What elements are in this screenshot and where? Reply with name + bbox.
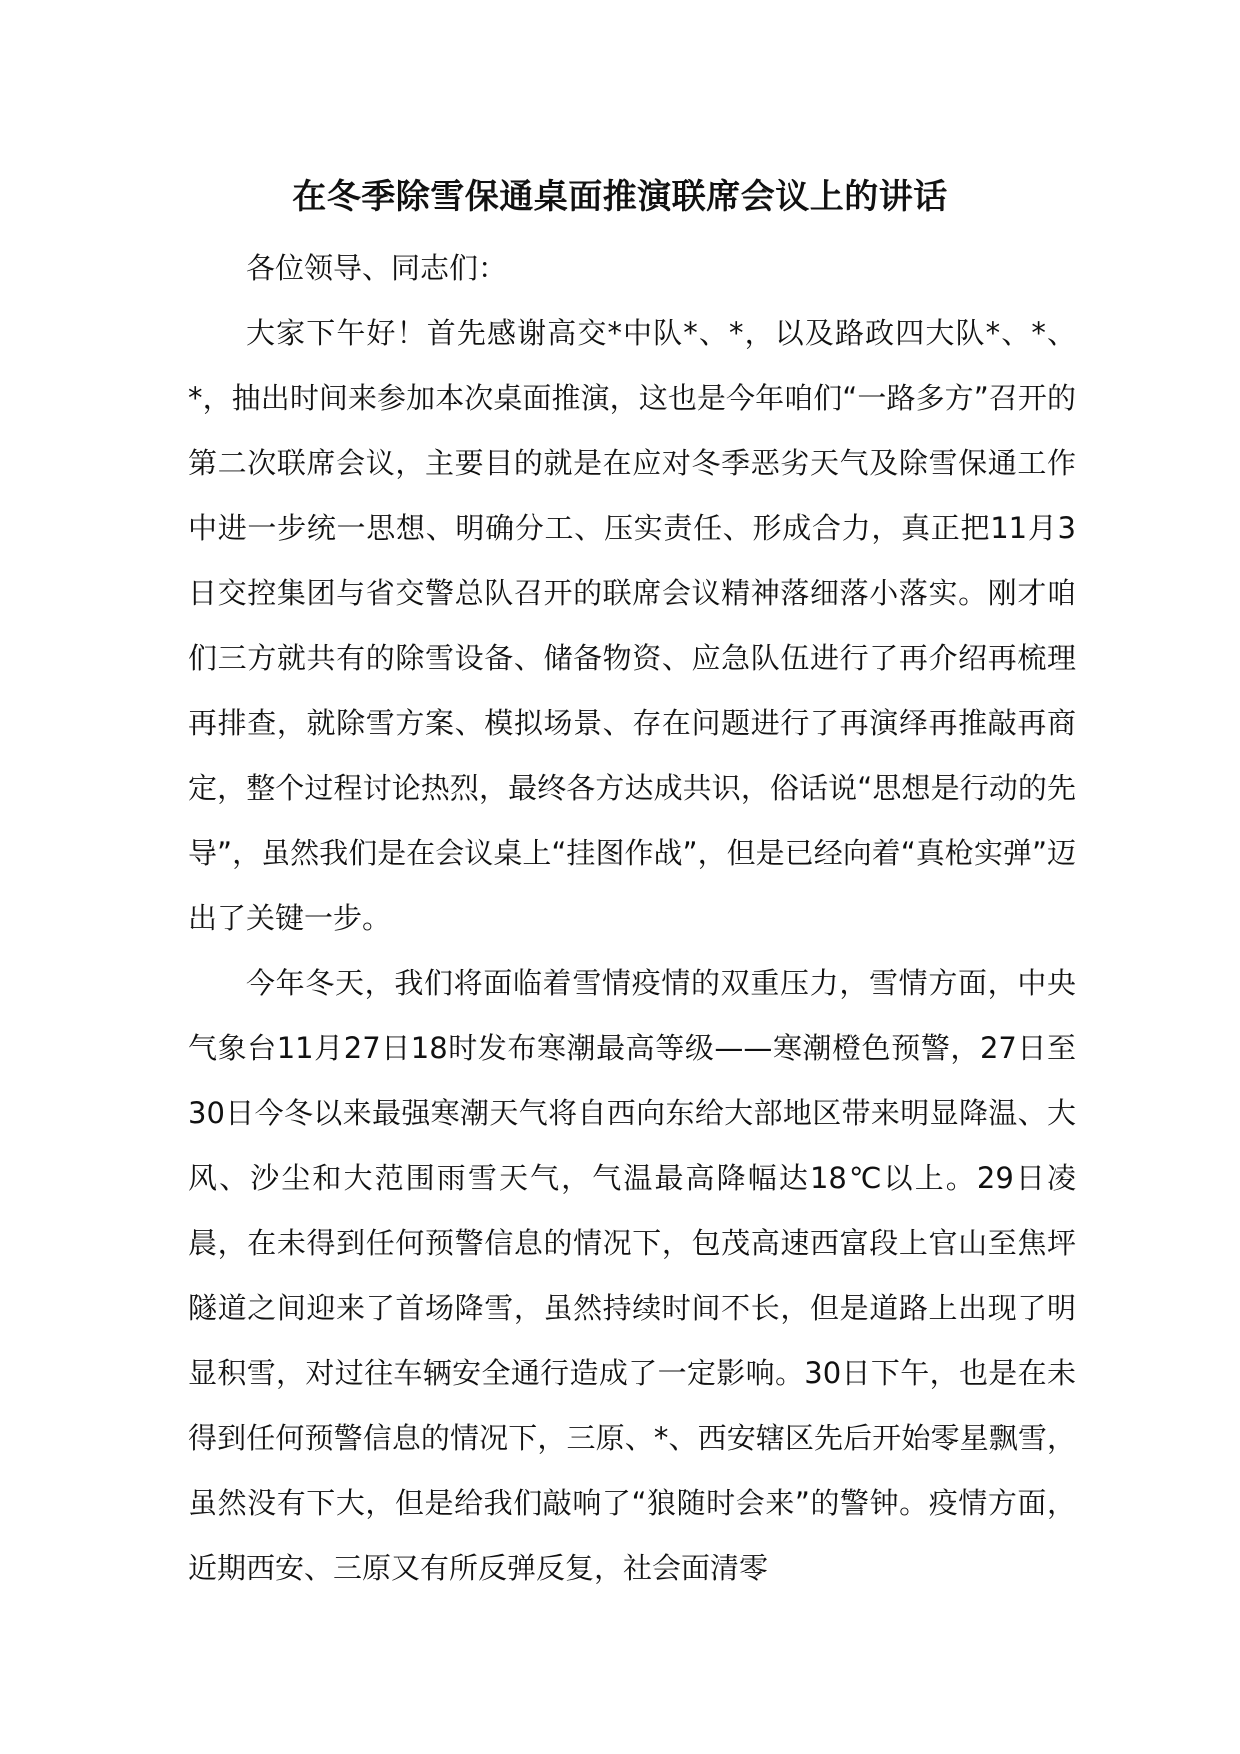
salutation: 各位领导、同志们： [246, 251, 508, 285]
document-title: 在冬季除雪保通桌面推演联席会议上的讲话 [292, 177, 948, 217]
paragraph-opening: 大家下午好！首先感谢高交*中队*、*，以及路政四大队*、*、*，抽出时间来参加本次桌面推演，这也是今年咱们“一路多方”召开的第二次联席会议，主要目的就是在应对冬季恶劣天气及除雪保通工作中进一步统一思想、明确分工、压实责任、形成合力，真正把11月3日交控集团与省交警总队召开的联席会议精神落细落小落实。刚才咱们三方就共有的除雪设备、储备物资、应急队伍进行了再介绍再梳理再排查，就除雪方案、模拟场景、存在问题进行了再演绎再推敲再商定，整个过程讨论热烈，最终各方达成共识，俗话说“思想是行动的先导”，虽然我们是在会议桌上“挂图作战”，但是已经向着“真枪实弹”迈出了关键一步。 [188, 316, 1076, 935]
document-body [188, 236, 1076, 1601]
paragraph-situation: 今年冬天，我们将面临着雪情疫情的双重压力，雪情方面，中央气象台11月27日18时发布寒潮最高等级——寒潮橙色预警，27日至30日今冬以来最强寒潮天气将自西向东给大部地区带来明显降温、大风、沙尘和大范围雨雪天气，气温最高降幅达18℃以上。29日凌晨，在未得到任何预警信息的情况下，包茂高速西富段上官山至焦坪隧道之间迎来了首场降雪，虽然持续时间不长，但是道路上出现了明显积雪，对过往车辆安全通行造成了一定影响。30日下午，也是在未得到任何预警信息的情况下，三原、*、西安辖区先后开始零星飘雪，虽然没有下大，但是给我们敲响了“狼随时会来”的警钟。疫情方面，近期西安、三原又有所反弹反复，社会面清零 [188, 966, 1076, 1585]
